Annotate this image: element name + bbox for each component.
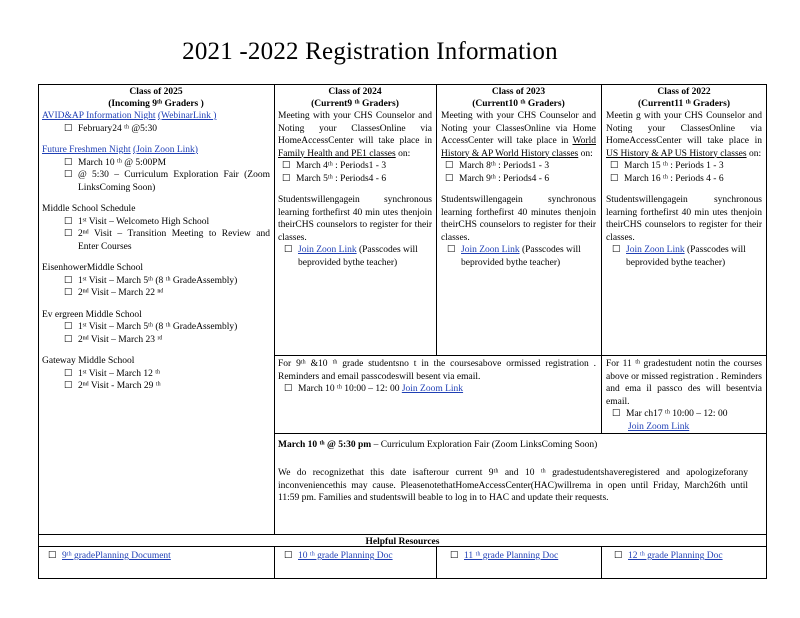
meeting-on-text: on: xyxy=(398,148,411,159)
zoom-link[interactable]: Join Zoon Link xyxy=(461,245,520,255)
curriculum-fair: @ 5:30 – Curriculum Exploration Fair (Zoom LinksComing Soon) xyxy=(78,170,270,193)
meeting-date-1: March 15 ᵗʰ : Periods 1 - 3 xyxy=(624,161,724,171)
planning-doc-10-link[interactable]: 10 ᵗʰ grade Planning Doc xyxy=(298,551,393,561)
meeting-on-text: on: xyxy=(748,148,762,159)
checkbox-icon: ☐ xyxy=(64,275,73,286)
lower-divider-2 xyxy=(274,433,767,434)
checkbox-icon: ☐ xyxy=(64,229,73,239)
missed-910-date: March 10 ᵗʰ 10:00 – 12: 00 xyxy=(298,384,400,394)
checkbox-icon: ☐ xyxy=(610,173,619,184)
missed-11-date: Mar ch17 ᵗʰ 10:00 – 12: 00 xyxy=(626,409,728,419)
column-class-2022 xyxy=(606,86,762,269)
col-subheading: (Incoming 9ᵗʰ Graders ) xyxy=(108,99,204,109)
avid-date: February24 ᵗʰ @5:30 xyxy=(78,123,158,134)
column-class-2024 xyxy=(278,86,432,269)
checkbox-icon: ☐ xyxy=(64,322,73,332)
checkbox-icon: ☐ xyxy=(614,551,623,561)
checkbox-icon: ☐ xyxy=(64,334,73,345)
passcode-note: (Passcodes will beprovided bythe teacher) xyxy=(298,245,418,268)
synchronous-text: Studentswillengagein synchronous learning forthefirst 40 min utes thenjoin theirCHS counselors to register for their classes. xyxy=(278,195,432,243)
planning-doc-12-link[interactable]: 12 ᵗʰ grade Planning Doc xyxy=(628,551,723,561)
help-divider-2 xyxy=(436,546,437,579)
checkbox-icon: ☐ xyxy=(450,551,459,561)
eisenhower-visit-2: 2ⁿᵈ Visit – March 22 ⁿᵈ xyxy=(78,288,164,298)
gateway-visit-2: 2ⁿᵈ Visit - March 29 ᵗʰ xyxy=(78,381,161,391)
checkbox-icon: ☐ xyxy=(64,170,73,180)
meeting-class-name: Family Health and PE1 classes xyxy=(278,148,396,159)
link-close-paren: ) xyxy=(194,145,198,155)
counselor-meeting-text: Meeting with your CHS Counselor and Noting your ClassesOnline via HomeAccessCenter will take place in xyxy=(278,111,432,146)
checkbox-icon: ☐ xyxy=(612,409,621,419)
meeting-date-2: March 5ᵗʰ : Periods4 - 6 xyxy=(296,173,387,184)
schedule-visit-1: 1ˢᵗ Visit – Welcometo High School xyxy=(78,216,210,227)
col-subheading: (Current9 ᵗʰ Graders) xyxy=(311,99,399,109)
meeting-date-2: March 9ᵗʰ : Periods4 - 6 xyxy=(459,173,550,184)
zoom-link-11[interactable]: Join Zoom Link xyxy=(628,421,690,432)
left-border xyxy=(38,84,39,579)
synchronous-text: Studentswillengagein synchronous learning forthefirst 40 minutes thenjoin theirCHS counselors to register for their classes. xyxy=(441,195,596,243)
column-class-2025 xyxy=(42,86,270,393)
fair-date: March 10 ᵗʰ @ 5:30 pm xyxy=(278,440,372,450)
meeting-on-text: on: xyxy=(580,148,593,159)
counselor-meeting-text: Meeting with your CHS Counselor and Noting your ClassesOnline via Home AccessCenter will take place in xyxy=(441,111,596,146)
zoom-link[interactable]: Join Zoon Link xyxy=(626,245,685,255)
col-heading: Class of 2024 xyxy=(328,87,382,97)
checkbox-icon: ☐ xyxy=(48,551,57,561)
fair-text: – Curriculum Exploration Fair (Zoom LinksComing Soon) xyxy=(371,440,598,450)
col-heading: Class of 2025 xyxy=(129,87,183,97)
checkbox-icon: ☐ xyxy=(284,245,293,255)
zoom-link[interactable]: Join Zoon Link xyxy=(298,245,357,255)
eisenhower-heading: EisenhowerMiddle School xyxy=(42,263,144,273)
checkbox-icon: ☐ xyxy=(64,216,73,227)
col-divider-3 xyxy=(601,84,602,434)
checkbox-icon: ☐ xyxy=(445,173,454,184)
apology-paragraph: We do recognizethat this date isafterour current 9ᵗʰ and 10 ᵗʰ gradestudentshaveregistered and apologizeforany inconveniencethis may cause. PleasenotethatHomeAccessCenter(HAC)willrema in open until Friday, March26th until 11:59 pm. Families and studentswill beable to log in to HAC and update their requests. xyxy=(278,468,748,503)
evergreen-visit-1: 1ˢᵗ Visit – March 5ᵗʰ (8 ᵗʰ GradeAssembly) xyxy=(78,322,238,332)
resource-12th xyxy=(614,550,723,563)
page-title: 2021 -2022 Registration Information xyxy=(182,38,558,65)
checkbox-icon: ☐ xyxy=(64,157,73,168)
missed-910-text: For 9ᵗʰ &10 ᵗʰ grade studentsno t in the coursesabove ormissed registration . Reminders and email passcodeswill besent via email. xyxy=(278,359,596,382)
col-heading: Class of 2023 xyxy=(491,87,546,97)
resource-10th xyxy=(284,550,393,563)
zoom-link-910[interactable]: Join Zoom Link xyxy=(401,384,464,394)
synchronous-text: Studentswillengagein synchronous learning forthefirst 40 min utes thenjoin theirCHS counselors to register for their classes. xyxy=(606,195,762,243)
bottom-border xyxy=(38,578,767,579)
col-heading: Class of 2022 xyxy=(657,87,711,97)
col-divider-1 xyxy=(274,84,275,535)
checkbox-icon: ☐ xyxy=(610,161,619,171)
top-border xyxy=(38,84,767,85)
checkbox-icon: ☐ xyxy=(282,161,291,171)
meeting-class-name: World History & AP World History classes xyxy=(441,136,596,159)
freshmen-zoom-link[interactable]: (Join Zoon Link xyxy=(133,145,195,155)
meeting-date-1: March 8ᵗʰ : Periods1 - 3 xyxy=(459,161,550,171)
meeting-date-2: March 16 ᵗʰ : Periods 4 - 6 xyxy=(624,173,724,184)
help-divider-3 xyxy=(601,546,602,579)
checkbox-icon: ☐ xyxy=(447,245,456,255)
missed-registration-11 xyxy=(606,358,762,433)
passcode-note: (Passcodes will beprovided bythe teacher) xyxy=(626,245,746,268)
checkbox-icon: ☐ xyxy=(64,123,73,134)
curriculum-fair-line xyxy=(278,439,762,452)
right-border xyxy=(766,84,767,579)
col-subheading: (Current11 ᵗʰ Graders) xyxy=(638,99,730,109)
evergreen-heading: Ev ergreen Middle School xyxy=(42,309,142,320)
helpful-top-border xyxy=(38,534,767,535)
lower-divider xyxy=(274,355,767,356)
eisenhower-visit-1: 1ˢᵗ Visit – March 5ᵗʰ (8 ᵗʰ GradeAssembly) xyxy=(78,275,238,286)
checkbox-icon: ☐ xyxy=(64,368,73,379)
middle-school-schedule-heading: Middle School Schedule xyxy=(42,204,136,214)
meeting-date-1: March 4ᵗʰ : Periods1 - 3 xyxy=(296,161,387,171)
checkbox-icon: ☐ xyxy=(284,551,293,561)
freshmen-night-date: March 10 ᵗʰ @ 5:00PM xyxy=(78,157,167,168)
schedule-visit-2: 2ⁿᵈ Visit – Transition Meeting to Review and Enter Courses xyxy=(78,229,270,252)
col-divider-2 xyxy=(436,84,437,356)
planning-doc-11-link[interactable]: 11 ᵗʰ grade Planning Doc xyxy=(464,551,559,561)
helpful-resources-heading: Helpful Resources xyxy=(365,537,440,547)
checkbox-icon: ☐ xyxy=(612,245,621,255)
missed-11-text: For 11 ᵗʰ gradestudent notin the courses above or missed registration . Reminders and ema il passco des will besentvia email. xyxy=(606,359,762,407)
checkbox-icon: ☐ xyxy=(64,288,73,298)
meeting-class-name: US History & AP US History classes xyxy=(606,148,747,159)
planning-doc-9-link[interactable]: 9ᵗʰ gradePlanning Document xyxy=(62,551,171,561)
col-subheading: (Current10 ᵗʰ Graders) xyxy=(472,99,565,109)
gateway-heading: Gateway Middle School xyxy=(42,356,135,366)
column-class-2023 xyxy=(441,86,596,269)
checkbox-icon: ☐ xyxy=(64,381,73,391)
checkbox-icon: ☐ xyxy=(284,384,293,394)
evergreen-visit-2: 2ⁿᵈ Visit – March 23 ʳᵈ xyxy=(78,334,163,345)
missed-registration-9-10 xyxy=(278,358,596,396)
avid-night-title: AVID&AP Information Night xyxy=(42,111,156,121)
resource-11th xyxy=(450,550,558,563)
webinar-link[interactable]: (WebinarLink ) xyxy=(157,111,217,121)
checkbox-icon: ☐ xyxy=(282,173,291,184)
counselor-meeting-text: Meetin g with your CHS Counselor and Noting your ClassesOnline via HomeAccessCenter will take place in xyxy=(606,111,762,146)
checkbox-icon: ☐ xyxy=(445,161,454,171)
freshmen-night-title: Future Freshmen Night xyxy=(42,145,131,155)
gateway-visit-1: 1ˢᵗ Visit – March 12 ᵗʰ xyxy=(78,368,161,379)
help-divider-1 xyxy=(274,546,275,579)
resource-9th xyxy=(48,550,171,563)
passcode-note: (Passcodes will beprovided bythe teacher) xyxy=(461,245,581,268)
